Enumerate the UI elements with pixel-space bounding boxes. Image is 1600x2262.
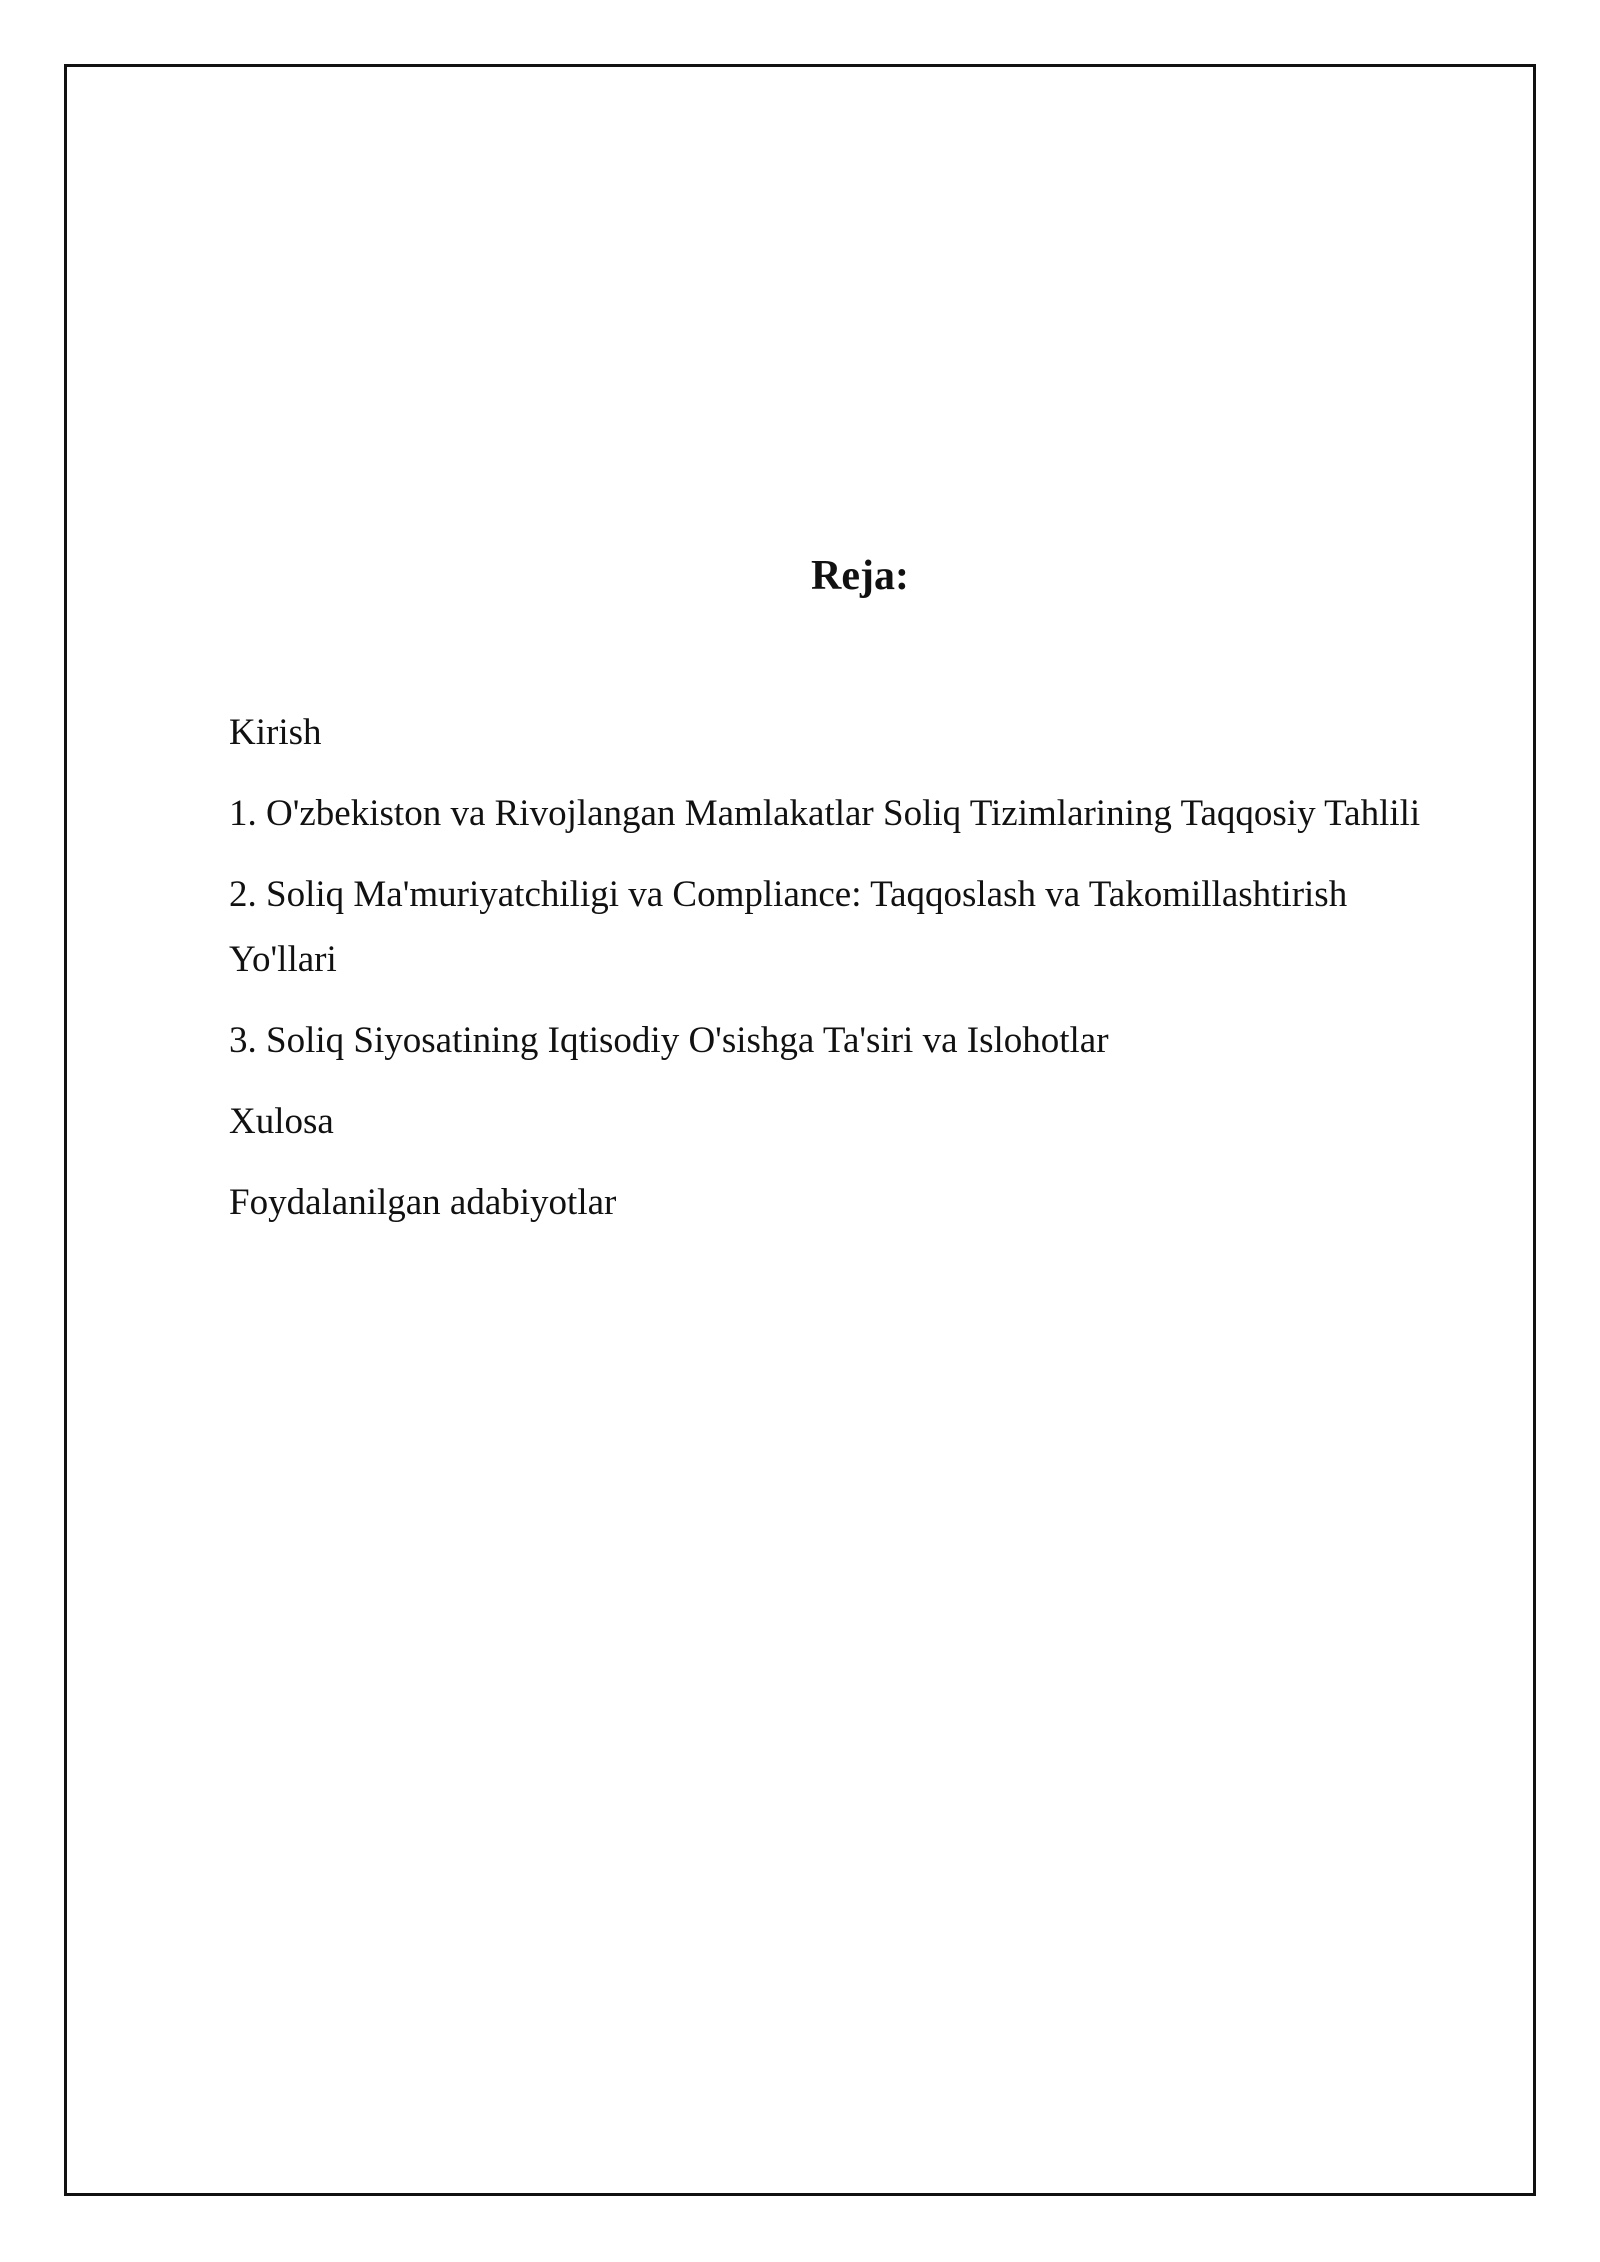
toc-item-conclusion: Xulosa xyxy=(229,1101,334,1142)
table-of-contents xyxy=(229,700,1459,1251)
toc-item-section-3: 3. Soliq Siyosatining Iqtisodiy O'sishga Ta'siri va Islohotlar xyxy=(229,1020,1109,1061)
toc-item-section-1: 1. O'zbekiston va Rivojlangan Mamlakatlar Soliq Tizimlarining Taqqosiy Tahlili xyxy=(229,793,1421,834)
toc-item-introduction: Kirish xyxy=(229,712,322,753)
toc-item-section-2: 2. Soliq Ma'muriyatchiligi va Compliance: Taqqoslash va Takomillashtirish Yo'llari xyxy=(229,874,1348,980)
toc-item-references: Foydalanilgan adabiyotlar xyxy=(229,1182,617,1223)
page-title: Reja: xyxy=(811,553,909,599)
